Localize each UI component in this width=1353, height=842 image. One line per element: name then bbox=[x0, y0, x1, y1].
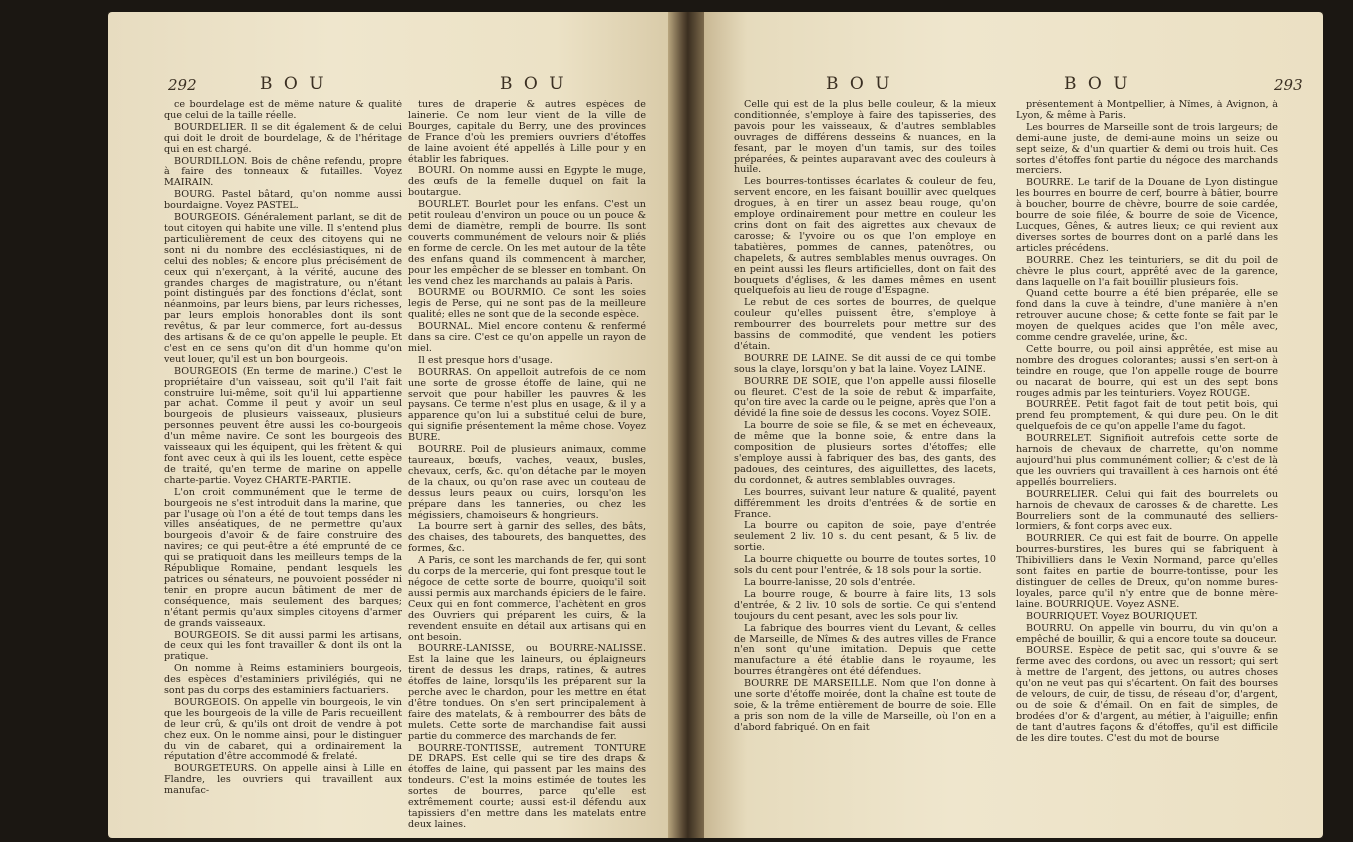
paragraph: BOURRE-TONTISSE, autrement TONTURE DE DRAPS. Est celle qui se tire des draps & étoffes de laine, qui passent par les mains des tondeurs. C'est la moins estimée de toutes les sortes de bourres, parce qu'elle est extrêmement courte; aussi est-il défendu aux tapissiers d'en mettre dans les matelats entre deux laines. bbox=[408, 742, 646, 830]
paragraph: La bourre de soie se file, & se met en écheveaux, de même que la bonne soie, & entre dans la composition de plusieurs sortes d'étoffes; elle s'employe aussi à fabriquer des bas, des gants, des padoues, des ceintures, des aiguillettes, des lacets, du cordonnet, & autres semblables ouvrages. bbox=[734, 420, 996, 486]
left-column-1 bbox=[164, 100, 402, 830]
paragraph: BOURGEOIS. On appelle vin bourgeois, le vin que les bourgeois de la ville de Paris recueillent de leur crû, & qu'ils ont droit de vendre à pot chez eux. On le nomme ainsi, pour le distinguer du vin de cabaret, qui a ordinairement la réputation d'être accommodé & frelaté. bbox=[164, 696, 402, 763]
paragraph: BOURRIQUET. Voyez BOURIQUET. bbox=[1026, 610, 1198, 622]
paragraph: BOURRE. Chez les teinturiers, se dit du poil de chèvre le plus court, apprêté avec de la garence, dans laquelle on l'a fait bouillir plusieurs fois. bbox=[1016, 254, 1278, 288]
right-column-2 bbox=[1016, 100, 1278, 830]
paragraph: BOURGETEURS. On appelle ainsi à Lille en Flandre, les ouvriers qui travaillent aux manufac- bbox=[164, 763, 402, 797]
paragraph: Il est presque hors d'usage. bbox=[418, 354, 553, 366]
paragraph: BOURDILLON. Bois de chêne refendu, propre à faire des tonneaux & futailles. Voyez MAIRAIN. bbox=[164, 155, 402, 189]
paragraph: Le rebut de ces sortes de bourres, de quelque couleur qu'elles puissent être, s'employe à rembourrer des bourrelets pour mettre sur des bassins de commodité, que vendent les potiers d'étain. bbox=[734, 297, 996, 352]
paragraph: BOURRAS. On appelloit autrefois de ce nom une sorte de grosse étoffe de laine, qui ne servoit que pour habiller les pauvres & les paysans. Ce terme n'est plus en usage, & il y a apparence qu'on lui a substitué celui de bure, qui signifie présentement la même chose. Voyez BURE. bbox=[408, 366, 646, 444]
paragraph: Les bourres-tontisses écarlates & couleur de feu, servent encore, en les faisant bouillir avec quelques drogues, à en tirer un assez beau rouge, qu'on employe ordinairement pour mettre en couleur les crins dont on fait des aigrettes aux chevaux de carosse; & l'yvoire ou os que l'on employe en tabatières, pommes de cannes, patenôtres, ou chapelets, & autres semblables menus ouvrages. On en peint aussi les fleurs artificielles, dont on fait des bouquets d'églises, & les dames mêmes en usent quelquefois au lieu de rouge d'Espagne. bbox=[734, 176, 996, 297]
paragraph: La bourre ou capiton de soie, paye d'entrée seulement 2 liv. 10 s. du cent pesant, & 5 liv. de sortie. bbox=[734, 520, 996, 554]
paragraph: BOURRE DE LAINE. Se dit aussi de ce qui tombe sous la claye, lorsqu'on y bat la laine. Voyez LAINE. bbox=[734, 352, 996, 375]
right-column-1 bbox=[734, 100, 996, 830]
paragraph: BOURLET. Bourlet pour les enfans. C'est un petit rouleau d'environ un pouce ou un pouce & demi de diamètre, rempli de bourre. Ils sont couverts communément de velours noir & pliés en forme de cercle. On les met autour de la tête des enfans quand ils commencent à marcher, pour les empêcher de se blesser en tombant. On les vend chez les marchands au palais à Paris. bbox=[408, 199, 646, 287]
paragraph: BOURRE DE SOIE, que l'on appelle aussi filoselle ou fleuret. C'est de la soie de rebut & imparfaite, qu'on tire avec la carde ou le peigne, après que l'on a dévidé la fine soie de dessus les cocons. Voyez SOIE. bbox=[734, 375, 996, 420]
paragraph: Celle qui est de la plus belle couleur, & la mieux conditionnée, s'employe à faire des tapisseries, des pavois pour les vaisseaux, & d'autres semblables ouvrages de différens desseins & nuances, en la fesant, par le moyen d'un tamis, sur des toiles préparées, & peintes auparavant avec des couleurs à huile. bbox=[734, 100, 996, 176]
paragraph: BOURI. On nomme aussi en Egypte le muge, des œufs de la femelle duquel on fait la boutargue. bbox=[408, 165, 646, 199]
book-gutter bbox=[668, 12, 704, 838]
paragraph: BOURG. Pastel bâtard, qu'on nomme aussi bourdaigne. Voyez PASTEL. bbox=[164, 189, 402, 212]
paragraph: L'on croit communément que le terme de bourgeois ne s'est introduit dans la marine, que par l'usage où l'on a été de tout temps dans les villes anséatiques, de ne permettre qu'aux bourgeois d'avoir & de faire construire des navires; ce qui peut-être a été emprunté de ce qui se pratiquoit dans les meilleurs temps de la République Romaine, pendant lesquels les patrices ou sénateurs, ne pouvoient posséder ni tenir en propre aucun bâtiment de mer de conséquence, mais seulement des barques; n'étant permis qu'aux simples citoyens d'armer de grands vaisseaux. bbox=[164, 486, 402, 629]
paragraph: BOURRE-LANISSE, ou BOURRE-NALISSE. Est la laine que les laineurs, ou éplaigneurs tirent de dessus les draps, ratines, & autres étoffes de laine, lorsqu'ils les préparent sur la perche avec le chardon, pour les mettre en état d'être tondues. On s'en sert principalement à faire des matelats, & à rembourrer des bâts de mulets. Cette sorte de marchandise fait aussi partie du commerce des marchands de fer. bbox=[408, 643, 646, 742]
paragraph: Quand cette bourre a été bien préparée, elle se fond dans la cuve à teindre, d'une manière à n'en retrouver aucune chose; & cette fonte se fait par le moyen de quelques acides que l'on mêle avec, comme cendre gravelée, urine, &c. bbox=[1016, 288, 1278, 344]
paragraph: ce bourdelage est de même nature & qualité que celui de la taille réelle. bbox=[164, 100, 402, 121]
right-running-head-2: B O U bbox=[1064, 74, 1131, 94]
paragraph: BOURRE. Poil de plusieurs animaux, comme taureaux, bœufs, vaches, veaux, busles, chevaux, cerfs, &c. qu'on détache par le moyen de la chaux, ou qu'on rase avec un couteau de dessus leurs peaux ou cuirs, lorsqu'on les prépare dans les tanneries, ou chez les mégissiers, chamoiseurs & hongrieurs. bbox=[408, 444, 646, 521]
paragraph: BOURNAL. Miel encore contenu & renfermé dans sa cire. C'est ce qu'on appelle un rayon de miel. bbox=[408, 321, 646, 354]
paragraph: Les bourres, suivant leur nature & qualité, payent différemment les droits d'entrées & de sortie en France. bbox=[734, 486, 996, 520]
left-running-head-2: B O U bbox=[500, 74, 567, 94]
left-page-number: 292 bbox=[168, 76, 197, 94]
paragraph: BOURGEOIS (En terme de marine.) C'est le propriétaire d'un vaisseau, soit qu'il l'ait fait construire lui-même, soit qu'il lui appartienne par achat. Comme il peut y avoir un seul bourgeois de plusieurs vaisseaux, plusieurs personnes peuvent être aussi les co-bourgeois d'un même navire. Ce sont les bourgeois des vaisseaux qui les équipent, qui les frètent & qui font avec ceux à qui ils les louent, cette espèce de traité, qu'en terme de marine on appelle charte-partie. Voyez CHARTE-PARTIE. bbox=[164, 365, 402, 486]
paragraph: BOURDELIER. Il se dit également & de celui qui doit le droit de bourdelage, & de l'héritage qui en est chargé. bbox=[164, 121, 402, 155]
paragraph: BOURRELET. Signifioit autrefois cette sorte de harnois de chevaux de charrette, qu'on nomme aujourd'hui plus communément collier; & c'est de là que les ouvriers qui travaillent à ces harnois ont été appellés bourreliers. bbox=[1016, 433, 1278, 488]
right-running-head-1: B O U bbox=[826, 74, 893, 94]
paragraph: La bourre rouge, & bourre à faire lits, 13 sols d'entrée, & 2 liv. 10 sols de sortie. Ce qui s'entend toujours du cent pesant, avec les sols pour liv. bbox=[734, 588, 996, 622]
paragraph: BOURGEOIS. Généralement parlant, se dit de tout citoyen qui habite une ville. Il s'entend plus particulièrement de ceux des citoyens qui ne sont ni du nombre des ecclésiastiques, ni de celui des nobles; & encore plus précisément de ceux qui n'exerçant, à la vérité, aucune des grandes charges de magistrature, ou n'étant point distingués par des fonctions d'éclat, sont néanmoins, par leurs biens, par leurs richesses, par leurs emplois honorables dont ils sont revêtus, & par leur commerce, fort au-dessus des artisans & de ce qu'on appelle le peuple. Et c'est en ce sens qu'on dit d'un homme qu'on veut louer, qu'il est un bon bourgeois. bbox=[164, 212, 402, 365]
paragraph: tures de draperie & autres espèces de lainerie. Ce nom leur vient de la ville de Bourges, capitale du Berry, une des provinces de France d'où les premiers ouvriers d'étoffes de laine avoient été appellés à Lille pour y en établir les fabriques. bbox=[408, 100, 646, 165]
left-page bbox=[108, 12, 668, 838]
paragraph: BOURSE. Espèce de petit sac, qui s'ouvre & se ferme avec des cordons, ou avec un ressort; qui sert à mettre de l'argent, des jettons, ou autres choses qu'on ne veut pas qui s'écartent. On fait des bourses de velours, de cuir, de tissu, de réseau d'or, d'argent, ou de soie & d'émail. On en fait de simples, de brodées d'or & d'argent, au métier, à l'aiguille; enfin de tant d'autres façons & d'étoffes, qu'il est difficile de les dire toutes. C'est du mot de bourse bbox=[1016, 645, 1278, 744]
paragraph: BOURRE DE MARSEILLE. Nom que l'on donne à une sorte d'étoffe moirée, dont la chaîne est toute de soie, & la trême entièrement de bourre de soie. Elle a pris son nom de la ville de Marseille, où l'on en a d'abord fabriqué. On en fait bbox=[734, 678, 996, 733]
paragraph: La bourre-lanisse, 20 sols d'entrée. bbox=[744, 576, 916, 588]
paragraph: BOURRIER. Ce qui est fait de bourre. On appelle bourres-burstires, les bures qui se fabriquent à Thibivilliers dans le Vexin Normand, parce qu'elles sont faites en partie de bourre-tontisse, pour les distinguer de celles de Dreux, qu'on nomme bures-loyales, parce qu'il n'y entre que de bonne mère-laine. BOURRIQUE. Voyez ASNE. bbox=[1016, 533, 1278, 610]
right-page bbox=[704, 12, 1323, 838]
paragraph: BOURME ou BOURMIO. Ce sont les soies legis de Perse, qui ne sont pas de la meilleure qualité; elles ne sont que de la seconde espèce. bbox=[408, 287, 646, 321]
paragraph: La bourre chiquette ou bourre de toutes sortes, 10 sols du cent pour l'entrée, & 18 sols pour la sortie. bbox=[734, 554, 996, 577]
paragraph: BOURGEOIS. Se dit aussi parmi les artisans, de ceux qui les font travailler & dont ils ont la pratique. bbox=[164, 629, 402, 663]
paragraph: BOURRU. On appelle vin bourru, du vin qu'on a empêché de bouillir, & qui a encore toute sa douceur. bbox=[1016, 622, 1278, 645]
paragraph: BOURRÉE. Petit fagot fait de tout petit bois, qui prend feu promptement, & qui dure peu. On le dit quelquefois de ce qu'on appelle l'ame du fagot. bbox=[1016, 399, 1278, 433]
paragraph: La bourre sert à garnir des selles, des bâts, des chaises, des tabourets, des banquettes, des formes, &c. bbox=[408, 521, 646, 555]
paragraph: présentement à Montpellier, à Nîmes, à Avignon, à Lyon, & même à Paris. bbox=[1016, 100, 1278, 121]
paragraph: On nomme à Reims estaminiers bourgeois, des espèces d'estaminiers privilégiés, qui ne sont pas du corps des estaminiers factuariers. bbox=[164, 663, 402, 697]
left-column-2 bbox=[408, 100, 646, 830]
left-running-head: B O U bbox=[260, 74, 327, 94]
paragraph: Cette bourre, ou poil ainsi apprêtée, est mise au nombre des drogues colorantes; aussi s'en sert-on à teindre en rouge, que l'on appelle rouge de bourre ou nacarat de bourre, qui est un des sept bons rouges admis par les teinturiers. Voyez ROUGE. bbox=[1016, 343, 1278, 399]
paragraph: BOURRE. Le tarif de la Douane de Lyon distingue les bourres en bourre de cerf, bourre à bâtier, bourre à boucher, bourre de chèvre, bourre de soie cardée, bourre de soie filée, & bourre de soie de Vicence, Lucques, Gênes, & autres lieux; ce qui revient aux diverses sortes de bourres dont on a parlé dans les articles précédens. bbox=[1016, 177, 1278, 254]
paragraph: Les bourres de Marseille sont de trois largeurs; de demi-aune juste, de demi-aune moins un seize ou sept seize, & d'un quartier & demi ou trois huit. Ces sortes d'étoffes font partie du négoce des marchands merciers. bbox=[1016, 121, 1278, 177]
paragraph: La fabrique des bourres vient du Levant, & celles de Marseille, de Nîmes & des autres villes de France n'en sont qu'une imitation. Depuis que cette manufacture a été établie dans le royaume, les bourres étrangères ont été défendues. bbox=[734, 622, 996, 678]
paragraph: A Paris, ce sont les marchands de fer, qui sont du corps de la mercerie, qui font presque tout le négoce de cette sorte de bourre, quoiqu'il soit aussi permis aux marchands épiciers de le faire. Ceux qui en font commerce, l'achètent en gros des Ouvriers qui préparent les cuirs, & la revendent ensuite en détail aux artisans qui en ont besoin. bbox=[408, 555, 646, 643]
paragraph: BOURRELIER. Celui qui fait des bourrelets ou harnois de chevaux de carosses & de charette. Les Bourreliers sont de la communauté des selliers-lormiers, & font corps avec eux. bbox=[1016, 488, 1278, 533]
open-book bbox=[108, 12, 1323, 838]
right-page-number: 293 bbox=[1274, 76, 1303, 94]
